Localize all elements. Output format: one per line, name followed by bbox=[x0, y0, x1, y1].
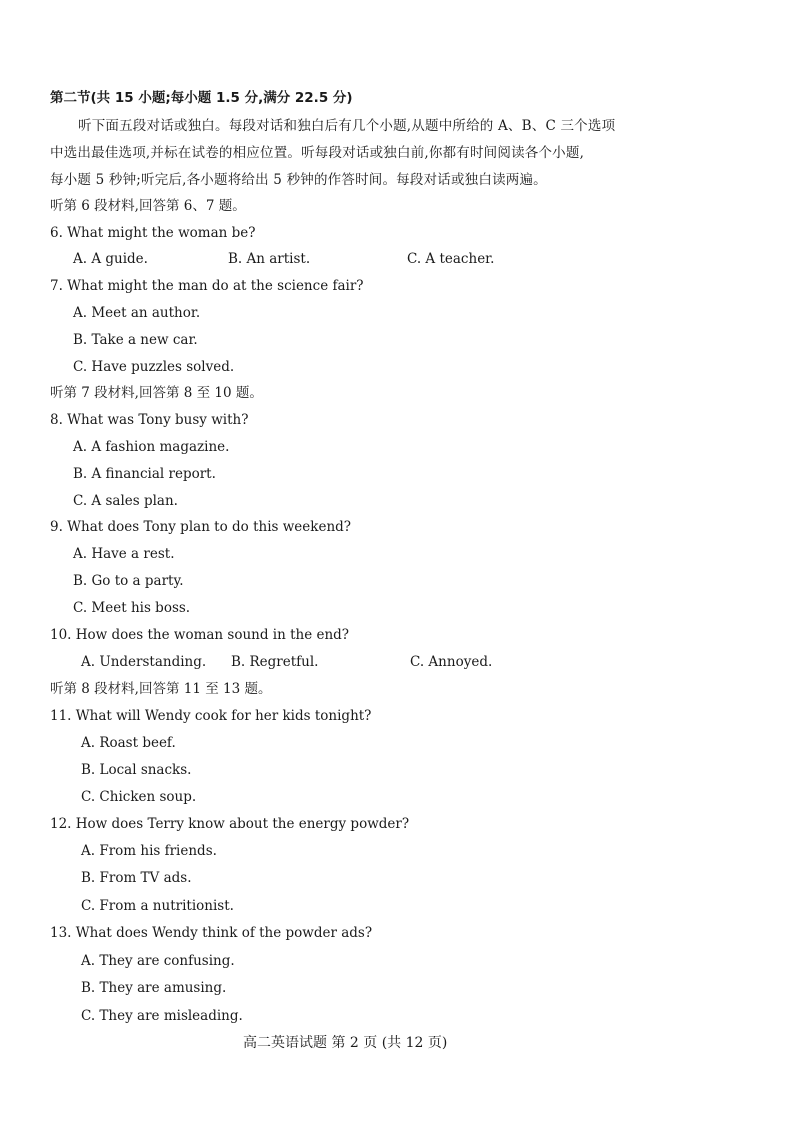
option-a: A. A fashion magazine. bbox=[73, 439, 230, 455]
question-stem: 7. What might the man do at the science fair? bbox=[50, 278, 364, 294]
option-c: C. Annoyed. bbox=[410, 654, 493, 670]
intro-line-3: 每小题 5 秒钟;听完后,各小题将给出 5 秒钟的作答时间。每段对话或独白读两遍。 bbox=[50, 172, 547, 188]
option-c: C. From a nutritionist. bbox=[81, 898, 234, 914]
question-stem: 8. What was Tony busy with? bbox=[50, 412, 249, 428]
question-stem: 6. What might the woman be? bbox=[50, 225, 256, 241]
question-stem: 13. What does Wendy think of the powder ads? bbox=[50, 925, 373, 941]
option-a: A. They are confusing. bbox=[81, 953, 235, 969]
option-b: B. From TV ads. bbox=[81, 870, 192, 886]
option-a: A. Understanding. bbox=[81, 654, 207, 670]
question-stem: 12. How does Terry know about the energy powder? bbox=[50, 816, 410, 832]
intro-line-2: 中选出最佳选项,并标在试卷的相应位置。听每段对话或独白前,你都有时间阅读各个小题, bbox=[50, 145, 585, 161]
option-a: A. Meet an author. bbox=[73, 305, 201, 321]
option-c: C. Meet his boss. bbox=[73, 600, 191, 616]
option-a: A. A guide. bbox=[73, 251, 148, 267]
option-a: A. From his friends. bbox=[81, 843, 217, 859]
group-heading: 听第 7 段材料,回答第 8 至 10 题。 bbox=[50, 385, 263, 401]
option-b: B. Regretful. bbox=[231, 654, 319, 670]
option-b: B. Go to a party. bbox=[73, 573, 184, 589]
option-a: A. Roast beef. bbox=[81, 735, 176, 751]
question-stem: 10. How does the woman sound in the end? bbox=[50, 627, 350, 643]
option-c: C. A teacher. bbox=[407, 251, 495, 267]
page-footer: 高二英语试题 第 2 页 (共 12 页) bbox=[243, 1035, 448, 1051]
option-c: C. A sales plan. bbox=[73, 493, 178, 509]
option-c: C. Have puzzles solved. bbox=[73, 359, 235, 375]
option-b: B. Local snacks. bbox=[81, 762, 192, 778]
option-b: B. They are amusing. bbox=[81, 980, 227, 996]
question-stem: 9. What does Tony plan to do this weekend? bbox=[50, 519, 352, 535]
option-c: C. They are misleading. bbox=[81, 1008, 243, 1024]
option-b: B. A financial report. bbox=[73, 466, 216, 482]
option-a: A. Have a rest. bbox=[73, 546, 175, 562]
intro-line-1: 听下面五段对话或独白。每段对话和独白后有几个小题,从题中所给的 A、B、C 三个选项 bbox=[78, 118, 616, 134]
group-heading: 听第 8 段材料,回答第 11 至 13 题。 bbox=[50, 681, 272, 697]
group-heading: 听第 6 段材料,回答第 6、7 题。 bbox=[50, 198, 246, 214]
option-b: B. Take a new car. bbox=[73, 332, 198, 348]
option-b: B. An artist. bbox=[228, 251, 311, 267]
option-c: C. Chicken soup. bbox=[81, 789, 197, 805]
question-stem: 11. What will Wendy cook for her kids tonight? bbox=[50, 708, 372, 724]
section-title: 第二节(共 15 小题;每小题 1.5 分,满分 22.5 分) bbox=[50, 90, 353, 106]
